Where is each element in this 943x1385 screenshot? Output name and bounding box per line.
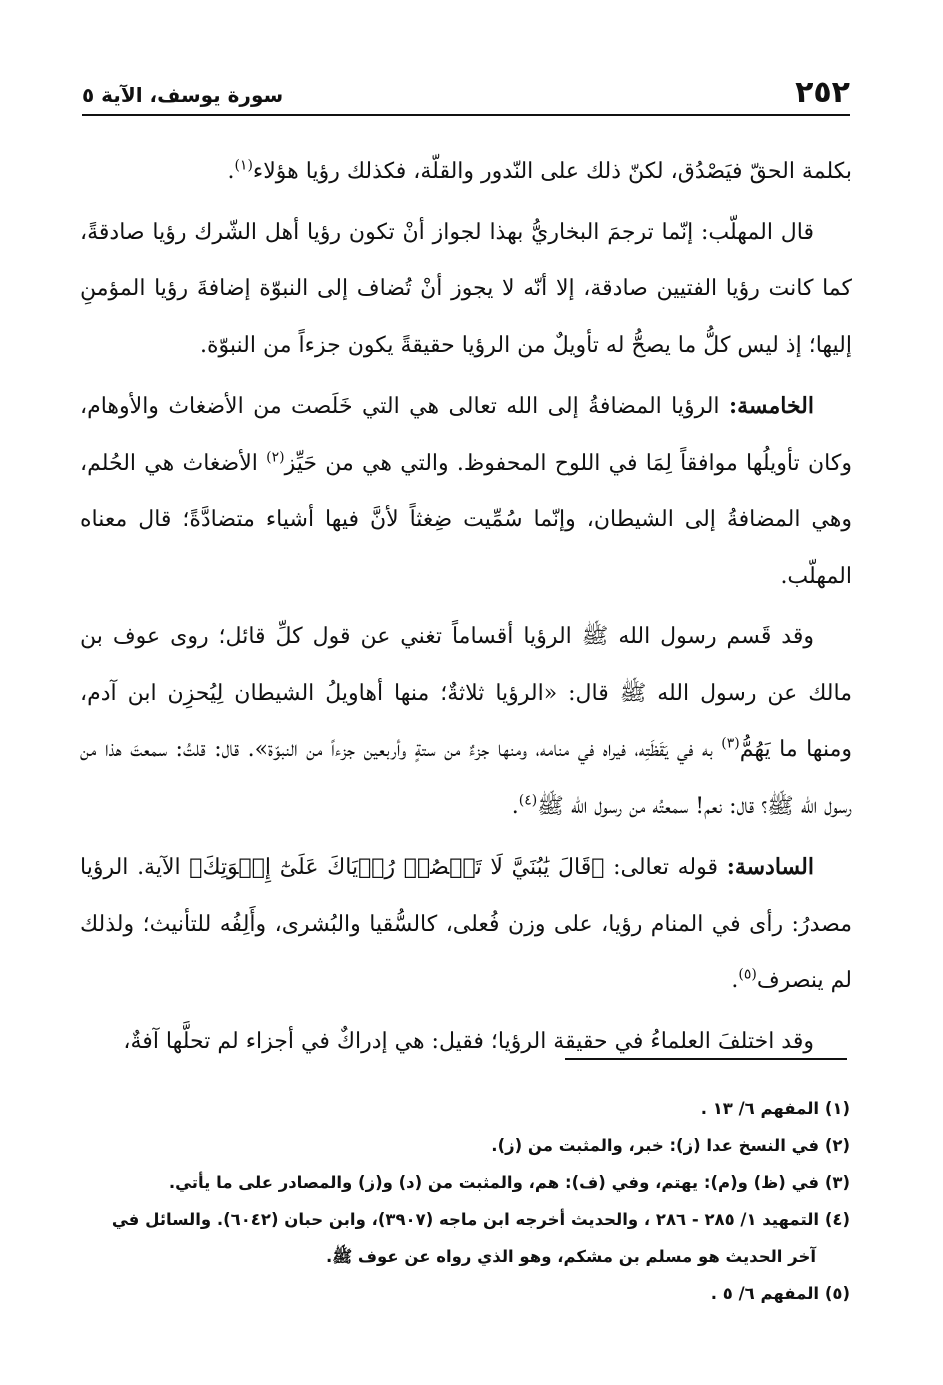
- paragraph-3-lead: الخامسة:: [728, 393, 814, 419]
- paragraph-2: قال المهلّب: إنّما ترجمَ البخاريُّ بهذا لجواز أنْ تكون رؤيا أهل الشّرك رؤيا صادقةً، كما كانت رؤيا الفتيين صادقة، إلا أنّه لا يجوز أنْ تُضاف إلى النبوّة إضافةَ رؤيا المؤمنِ إليها؛ إذ ليس كلُّ ما يصحُّ له تأويلٌ من الرؤيا حقيقةً يكون جزءاً من النبوّة.: [80, 219, 852, 358]
- paragraph-4: [80, 609, 852, 835]
- footnote-ref-3: (٣): [721, 735, 740, 752]
- footnote-ref-2: (٢): [266, 449, 285, 466]
- paragraph-4-text-a: وقد قَسم رسول الله ﷺ الرؤيا أقساماً تغني عن قول كلِّ قائل؛ روى عوف بن مالك عن رسول الله ﷺ قال: «الرؤيا ثلاثةٌ؛ منها أهاويلُ الشيطان لِيُحزِن ابن آدم، ومنها ما يَهُمُّ: [80, 624, 852, 762]
- footnote-2: (٢) في النسخ عدا (ز): خبر، والمثبت من (ز).: [491, 1136, 850, 1155]
- paragraph-6: وقد اختلفَ العلماءُ في حقيقة الرؤيا؛ فقيل: هي إدراكٌ في أجزاء لم تحلَّها آفةٌ،: [123, 1028, 814, 1054]
- page-number: ٢٥٢: [795, 75, 850, 110]
- footnotes: [70, 1090, 850, 1312]
- paragraph-5: [80, 839, 852, 1010]
- paragraph-3-text-b: الأضغاث هي الحُلم، وهي المضافةُ إلى الشيطان، وإنّما سُمِّيت ضِغثاً لأنَّ فيها أشياء متضادَّةً؛ قال معناه المهلّب.: [80, 450, 852, 589]
- paragraph-3-text-a: الرؤيا المضافةُ إلى الله تعالى هي التي خَلَصت من الأضغاث والأوهام، وكان تأويلُها موافقاً لِمَا في اللوح المحفوظ. والتي هي من حَيِّز: [80, 394, 852, 476]
- footnote-ref-4: (٤): [518, 792, 538, 809]
- footnote-rule: [565, 1058, 847, 1060]
- paragraph-1: [80, 144, 852, 201]
- header-rule: [82, 114, 850, 116]
- body-text: [80, 144, 852, 1070]
- footnote-ref-1: (١): [234, 157, 253, 174]
- running-title: سورة يوسف، الآية ٥: [82, 83, 284, 107]
- footnote-3: (٣) في (ظ) و(م): يهتم، وفي (ف): هم، والمثبت من (د) و(ز) والمصادر على ما يأتي.: [168, 1173, 850, 1192]
- paragraph-5-end: .: [731, 968, 739, 993]
- paragraph-5-lead: السادسة:: [726, 854, 814, 880]
- page-header: [82, 70, 850, 110]
- footnote-1: (١) المفهم ٦/ ١٣ .: [700, 1099, 850, 1118]
- footnote-4: (٤) التمهيد ١/ ٢٨٥ - ٢٨٦ ، والحديث أخرجه ابن ماجه (٣٩٠٧)، وابن حبان (٦٠٤٢). والسائل في: [111, 1210, 850, 1229]
- footnote-5: (٥) المفهم ٦/ ٥ .: [710, 1284, 850, 1303]
- paragraph-4-text-b: به في يَقَظَتِه، فيراه في منامه، ومنها جزءٌ من ستةٍ وأربعين جزءاً من النبوّة». قال: قلتُ: سمعتَ هذا من رسول الله ﷺ؟ قال: نعم! سمعتُه من رسول الله ﷺ: [80, 737, 852, 819]
- paragraph-3: [80, 378, 852, 605]
- paragraph-1-text: بكلمة الحقّ فيَصْدُق، لكنّ ذلك على النّدور والقلّة، فكذلك رؤيا هؤلاء: [252, 159, 852, 184]
- paragraph-5-text: قوله تعالى: ﴿قَالَ يَٰبُنَيَّ لَا تَقۡصُصۡ رُءۡيَاكَ عَلَىٰٓ إِخۡوَتِكَ﴾ الآية. الرؤيا مصدرُ: رأى في المنام رؤيا، على وزن فُعلى، كالسُّقيا والبُشرى، وأَلِفُه للتأنيث؛ ولذلك لم ينصرف: [80, 855, 852, 993]
- footnote-ref-5: (٥): [738, 966, 757, 983]
- paragraph-4-end: .: [511, 793, 519, 819]
- paragraph-1-end: .: [227, 159, 235, 184]
- footnote-4-continuation: آخر الحديث هو مسلم بن مشكم، وهو الذي رواه عن عوف ﷺ.: [325, 1247, 816, 1266]
